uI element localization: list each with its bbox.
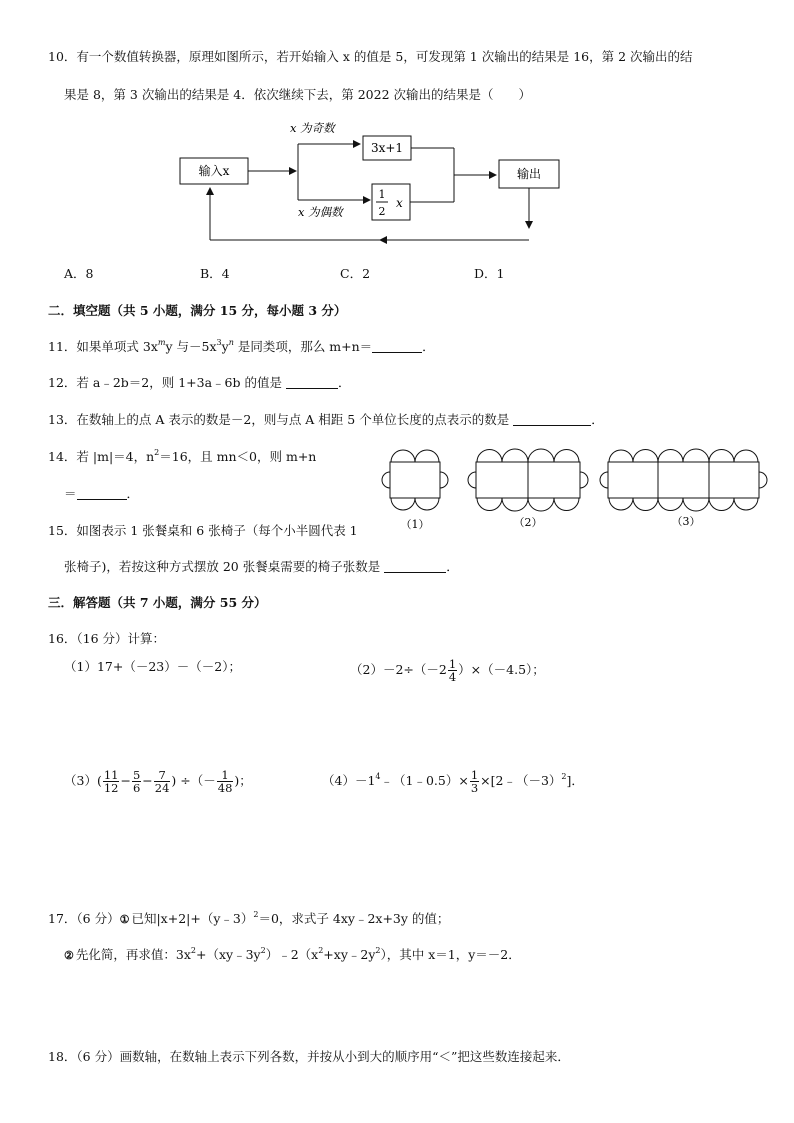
option-d[interactable]: D．1 (474, 266, 505, 281)
section-2-heading: 二．填空题（共 5 小题，满分 15 分，每小题 3 分） (48, 303, 347, 318)
circled-1: ① (119, 913, 130, 926)
q15-line2: 张椅子)，若按这种方式摆放 20 张餐桌需要的椅子张数是 ． (64, 559, 459, 574)
q10-line1: 10．有一个数值转换器，原理如图所示，若开始输入 x 的值是 5，可发现第 1 次输出的结果是 16，第 2 次输出的结 (48, 49, 693, 64)
q15-answer-blank[interactable] (384, 560, 446, 573)
table-1 (390, 462, 440, 498)
table-2a (476, 462, 528, 498)
figure-label-3: （3） (671, 515, 701, 528)
circled-2: ② (64, 949, 74, 962)
option-a[interactable]: A．8 (64, 266, 94, 281)
even-label: x 为偶数 (298, 205, 343, 219)
tables-figure (378, 448, 778, 538)
q13: 13．在数轴上的点 A 表示的数是－2，则与点 A 相距 5 个单位长度的点表示的数是 ． (48, 412, 604, 427)
table-3a (608, 462, 658, 498)
q11: 11．如果单项式 $3x^my$ 与$-5x^3y^n$ 是同类项，那么 m+n＝ ． (48, 338, 435, 354)
output-label: 输出 (516, 167, 542, 181)
svg-text:2: 2 (378, 205, 386, 218)
formula-odd: 3x+1 (370, 141, 404, 155)
table-3c (709, 462, 759, 498)
q17-part1: 17．（6 分）① 已知|x+2|+（y﹣3）$^2$＝0，求式子 4xy﹣2x+3y 的值； (48, 910, 450, 926)
q12-answer-blank[interactable] (286, 376, 338, 389)
table-2b (528, 462, 580, 498)
q11-answer-blank[interactable] (372, 340, 422, 353)
option-b[interactable]: B．4 (200, 266, 230, 281)
q16-part2: （2）－2÷（－2 $\frac{1}{4}$ ）×（－4.5）； (350, 657, 545, 684)
q14-cont: ＝ ． (64, 486, 140, 501)
q16-part4: $(4)-1^4﹣(1﹣0.5)\times$ $\frac{1}{3}$ $\times[2﹣(-3)^2]$． (322, 768, 584, 795)
table-3b (658, 462, 709, 498)
input-label: 输入x (198, 164, 230, 178)
q10-line2: 果是 8，第 3 次输出的结果是 4．依次继续下去，第 2022 次输出的结果是（ ） (64, 87, 532, 102)
q12: 12．若 a﹣2b＝2，则 1+3a﹣6b 的值是 ． (48, 375, 351, 390)
q13-answer-blank[interactable] (513, 413, 591, 426)
converter-diagram (0, 118, 794, 258)
option-c[interactable]: C．2 (340, 266, 371, 281)
svg-text:1: 1 (378, 188, 386, 201)
q14-answer-blank[interactable] (77, 487, 127, 500)
q16-title: 16．（16 分）计算： (48, 631, 166, 646)
q15-line1: 15．如图表示 1 张餐桌和 6 张椅子（每个小半圆代表 1 (48, 523, 358, 538)
q16-part1: （1）17+（－23）－（－2）； (64, 659, 241, 674)
q16-part3: （3）( $\frac{11}{12}$ − $\frac{5}{6}$ − $\frac{7}{24}$ ) ÷（－ $\frac{1}{48}$ )； (64, 768, 252, 795)
q18: 18．（6 分）画数轴，在数轴上表示下列各数，并按从小到大的顺序用“＜”把这些数连接起来． (48, 1049, 570, 1064)
figure-label-2: （2） (513, 516, 543, 529)
q17-part2: ② 先化简，再求值：$3x^2+(xy﹣3y^2)﹣2(x^2+xy﹣2y^2)$，其中 x＝1，y＝－2． (64, 946, 521, 962)
figure-label-1: （1） (400, 518, 430, 531)
q14: 14．若 |m|＝4，$n^2=16$，且 mn＜0，则 m+n (48, 448, 317, 464)
section-3-heading: 三．解答题（共 7 小题，满分 55 分） (48, 595, 267, 610)
svg-text:x: x (396, 196, 403, 210)
odd-label: x 为奇数 (290, 121, 335, 135)
